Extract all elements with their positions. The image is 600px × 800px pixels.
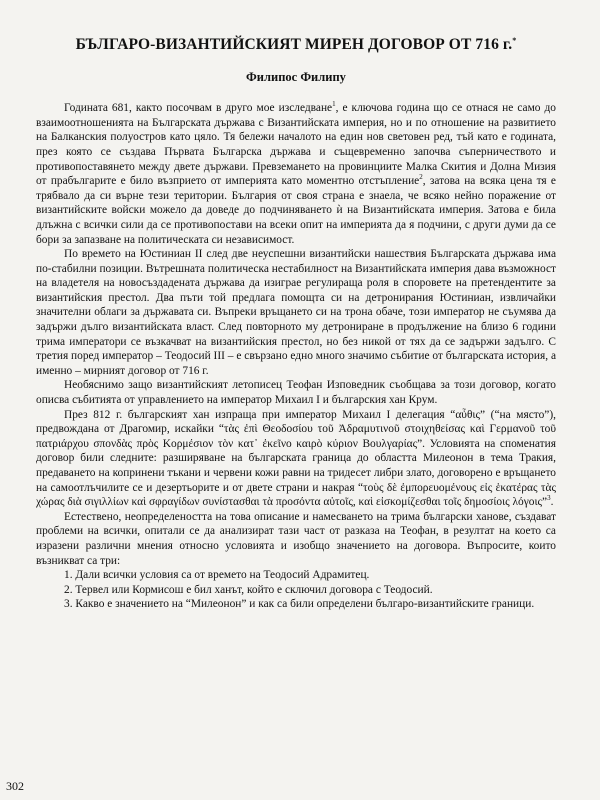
question-item: 2. Тервел или Кормисош е бил ханът, който е сключил договора с Теодосий. [64,583,433,596]
question-item: 1. Дали всички условия са от времето на Теодосий Адрамитец. [64,569,370,582]
question-item: 3. Какво е значението на “Милеонон” и как са били определени българо-византийските граници. [64,598,535,611]
paragraph-3: Необяснимо защо византийският летописец Теофан Изповедник съобщава за този договор, когато описва събитията от управлението на император Михаил I и българския хан Крум. [36,379,556,407]
questions-list [36,568,556,612]
paragraph-1: Годината 681, както посочвам в друго мое изследване$^1$, е ключова година що се отнася не само до взаимоотношенията на Българската държава с Византийската империя, но и по отношение на развитието на Балканския полуостров като цяло. Тя бележи началото на един нов световен ред, тъй като е годината, през която се създава Първата Българска държава и същевременно започва съперничеството и противопоставянето между двете държави. Превземането на провинциите Малка Скития и Долна Мизия от прабългарите е било възприето от империята като моментно отстъпление$^2$, затова на всяка цена тя е трябвало да си върне тези територии. България от своя страна е знаела, че всяко нейно поражение от византийските войски можело да доведе до подчиняването ѝ на Византийската империя. Затова е била длъжна с всички сили да се противопостави на всеки опит на империята да я подчини, с други думи да се бори за запазване на политическата си независимост. [36,100,556,246]
paragraph-2: По времето на Юстиниан II след две неуспешни византийски нашествия Българската държава има по-стабилни позиции. Вътрешната политическа нестабилност на Византийската империя дава възможност на владетеля на новосъздадената държава да изиграе регулираща роля в споровете на претендентите за византийския престол. Два пъти той предлага помощта си на детронирания Юстиниан, извличайки значителни облаги за държавата си. Въпреки връщането си на трона обаче, този император не съумява да задържи дълго византийската власт. След повторното му детрониране в продължение на близо 6 години трима императори се възкачват на византийския престол, но без никой от тях да се задържи задълго. С третия поред император – Теодосий III – е свързано едно много значимо събитие от българската история, а именно – мирният договор от 716 г. [36,248,556,377]
page-number: 302 [6,779,24,793]
title-note-mark: * [512,36,517,45]
author-name: Филипос Филипу [246,70,346,85]
footnote-ref-1: 1 [332,100,336,109]
footnote-ref-3: 3 [547,494,551,503]
paragraph-4: През 812 г. българският хан изпраща при император Михаил I делегация “αὖθις” (“на място”), предвождана от Драгомир, искайки “τὰς ἐπὶ Θεοδοσίου τοῦ Ἀδραμυτινοῦ στοιχηθείσας καὶ Γερμανοῦ τοῦ πατριάρχου σπονδὰς πρὸς Κορμέσιον τὸν κατ᾽ ἐκεῖνο καιρὸ κύριον Βουλγαρίας”. Условията на споменатия договор били следните: разширяване на българската граница до областта Милеонон в тема Тракия, предаването на копринени тъкани и червени кожи равни на тридесет либри злато, договорено е връщането на самоотлъчилите се и дезертьорите и от двете страни и накрая “τοὺς δὲ ἐμπορευομένους εἰς ἑκατέρας τὰς χώρας διὰ σιγιλλίων καὶ σφραγίδων συνίστασθαι τὰ προσόντα αὐτοῖς, καὶ εἰσκομίζεσθαι τοῖς δημοσίοις λόγοις”$^3$. [36,408,556,509]
article-title: БЪЛГАРО-ВИЗАНТИЙСКИЯТ МИРЕН ДОГОВОР ОТ 716 г.* [75,36,517,54]
footnote-ref-2: 2 [419,173,423,182]
paragraph-5: Естествено, неопределеността на това описание и намесването на трима български ханове, създават проблеми на всички, опитали се да анализират тази част от разказа на Теофан, в резултат на което са изразени различни мнения относно условията и изобщо значението на договора. Въпросите, които възникват са три: [36,510,556,567]
